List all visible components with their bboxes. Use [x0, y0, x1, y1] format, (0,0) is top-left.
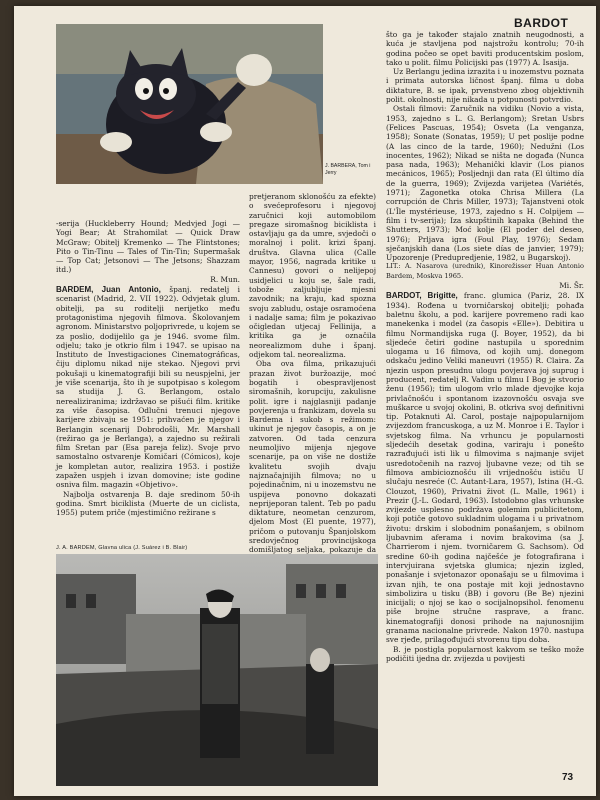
literature-line: LIT.: A. Nasarova (urednik), Kinorežisser Huan Antonio Bardem, Moskva 1965. [386, 262, 584, 280]
paragraph: Ostali filmovi: Zaručnik na vidiku (Novio a vista, 1953, zajedno s L. G. Berlangom); Sretan Usbrs (Felices Pascuas, 1954); Osveta (La venganza, 1958); Sonate (Sonatas, 1959); U pet poslije podne (A las cinco de la tarde, 1960); Nedužni (Los inocentes, 1962); Nikad se ništa ne događa (Nunca pasa nada, 1963); Mehanički klavir (Los pianos mecánicos, 1965); Posljednji dan rata (El último día de la guerra, 1969); Zvijezda varijeteа (Variétés, 1971); Zagonetka otoka Chrisa Millera (La corrupción de Chris Miller, 1973); Tajanstveni otok (L'Île mystérieuse, 1973, zajedno s H. Colpijem — film i tv-serija); Iza skupštinih kapaka (Behind the Shutters, 1973); Moć kolje (El poder del deseo, 1976); Prljava igra (Foul Play, 1976); Sedam sječanjskih dana (Los siete días de janvier, 1979); Upozorenje (Predupredjenie, 1982, u Bugarskoj). [386, 104, 584, 263]
author-signature: R. Mun. [210, 274, 240, 284]
running-header: BARDOT [514, 16, 569, 30]
paragraph-text: -serija (Huckleberry Hound; Medvjed Jogi — Yogi Bear; At Strahomilat — Quick Draw McGraw; Obitelj Kremenko — The Flintstones; Pito o Tin-Tinu — Tales of Tin-Tin; Supermašak — Top Cat; Jetsonovi — The Jetsons; Shazzam itd.) [56, 219, 240, 275]
cartoon-still-image [56, 24, 323, 184]
text-column-3 [386, 30, 584, 782]
paragraph: Uz Berlangu jedina izrazita i u inozemstvu poznata i primata autorska ličnost španj. filma u doba diktature, B. se ipak, prvenstveno zbog objektivnih polit. okolnosti, nije nikada u potpunosti potvrdio. [386, 67, 584, 105]
page-number: 73 [562, 772, 574, 783]
cartoon-cat-illustration [56, 24, 323, 184]
street-photo-image [56, 554, 378, 786]
street-photo-caption: J. A. BARDEM, Glavna ulica (J. Suárez i B. Blair) [56, 545, 188, 551]
entry-text: franc. glumica (Pariz, 28. IX 1934). Rođena u tvorničarskoj obitelji; pohađa baletnu školu, a pod. karijere povremeno radi kao manekenka i model (za časopis «Elle»). Debitira u filmu Normandijska ruga (J. Boyer, 1952), da bi sljedeće četiri godine nastupila u sporednim ulogama u 16 filmova, od kojih umj. donegom odskaču jedino Veliki maneuvri (1955) R. Claira. Za njezin uspon presudnu ulogu povjerava joj suprug i producent, redatelj R. Vadim u filmu I Bog je stvorio ženu (1956); tim ulogom vrlo mlade djevojke koja privlačnošću i spontanom izazovnošću osvaja sve muškarce u svojoj okolini, B. otkriva svoj definitivni tip. Potaknuti Al. Carol, postaje najpopularnijom zvijezdom francuskoga, a uz M. Monroe i E. Taylor i svjetskog filma. Na vrhuncu je popularnosti sljedećih desetak godina, variraju i ponešto razrađujući isti lik u filmovima s najmanje svijet usredotočenih na razvoj ljubavne veze; od tih se filmova ambicioznošću ili vrijednošću ističu U slučaju nesreće (C. Autant-Lara, 1957), Istina (H.-G. Clouzot, 1960), Privatni život (L. Malle, 1961) i Prezir (J.-L. Godard, 1963). Istodobno glas vrhunske zvijezde usplesno podržava golemim publicitetom, koji potiče gotovo sukladnim ulogama i u privatnom životu: drskim i slobodnim ponašanjem, s obilnom ljubavnim aferama i novim brakovima (sa J. Charrierom i njem. tvorničarem G. Sachsom). Od sredine 60-ih godina najčešće je fotografirana i intervjuirana svjetska glumica; njezin izgled, ponašanje i svjetonazor oponašaju se u filmovima i izvan njih, te ona postaje mit koji jednostavno simbolizira u tisku (BB) i govoru (Be Be) njezini inicijali; o njoj se kao o socijalnopsihol. fenomenu piše brojne stručne rasprave, a franc. kinematografiji donosi prihode na najunosnijim granama nacionalne privrede. Nakon 1970. nastupa sve rjeđe, prilagođujući stvorenu tipu doba. [386, 291, 584, 645]
paragraph [56, 219, 240, 275]
entry-bardot [386, 291, 584, 644]
entry-bardem [56, 285, 240, 490]
cartoon-caption: J. BARBERA, Tom i Jerry [325, 163, 371, 176]
paragraph: B. je postigla popularnost kakvom se teško može podičiti ijedna dr. zvijezda u povijesti [386, 644, 584, 663]
headword: BARDOT, Brigitte, [386, 291, 458, 301]
paragraph: pretjeranom sklonošću za efekte) o svećeprofesoru i njegovoj zaručnici koji automobilom pregaze siromašnog biciklista i ostavljaju ga da umre, svjedoči o moralnoj i polit. krizi španj. društva. Glavna ulica (Calle mayor, 1956, nagrada kritike u Cannesu) govori o nelijepoj usidjelici u koju se, šale radi, tobože zaljubljuje mjesni zavodnik; na kraju, kad spozna svoju zabludu, ostaje osramoćena i nadalje sama; film je pokazivao očigledan utjecaj Fellinija, a kritika ga je označila neorealizmom duhe i španj. odjekom tal. neorealizma. [249, 192, 376, 360]
paragraph: što ga je također stajalo znatnih neugodnosti, a kuća je stavljena pod najstrožu kontrolu; 70-ih godina počeo se opet baviti producentskim poslom, tako u polit. filmu Policijski pas (1977) A. Isasija. [386, 30, 584, 67]
paragraph: Najbolja ostvarenja B. daje sredinom 50-ih godina. Smrt biciklista (Muerte de un ciclista, 1955) putem priče (mjestimično režirane s [56, 489, 240, 518]
street-scene-illustration [56, 554, 378, 786]
encyclopedia-page [14, 6, 596, 796]
headword: BARDEM, Juan Antonio, [56, 285, 161, 295]
paragraph: Oba ova filma, prikazujući prazan život buržoazije, moć bogatih i obespravljenost siromašnih, korupciju, zakulisne polit. igre i najglasniji padanje povjerenja u frankizam, dovela su Bardema i sukob s režimom: ukinut je njegov časopis, a on je zatvoren. Od tada cenzura neumoljivo mijenja njegove scenarije, pa on više ne dostiže kvalitetu svojih dvaju najznačajnijih filmova; no u pojedinačnim, ni u inozemstvu ne uspijeva ponovno dokazati neprijeporan talent. Teb po padu diktature, neometan cenzurom, djelom Most (El puente, 1977), pričom o putovanju Španjolskom sredovječnog provincijskoga domišljatog seljaka, pokazuje da [249, 359, 376, 555]
author-signature: Mi. Šr. [559, 281, 584, 291]
text-column-2 [249, 192, 376, 555]
text-column-1 [56, 219, 240, 541]
entry-text: španj. redatelj i scenarist (Madrid, 2. VII 1922). Odvjetak glum. obitelji, pa su roditelji nerijetko među protagonistima njegovih filmova. Školovanjem agronom. Ministarstvo poljoprivrede, u kojem se za poslio, dodijelilo ga je 1946. svome film. odjelu; tako je otkrio film i 1947. se upisao na Instituto de Investigaciones Cinematográficas, čiju diplomu nikad nije stekao. Njegovi prvi pokušaji u kinematografiji bili su neuspjelni, jer je više scenarija, što ih je supotpisao s kolegom sa studija J. G. Berlangom, ostalo nerealiziranima; izdržavao se pišući film. kritike za više časopisa. Odlučni trenuci njegove karijere zbivaju se 1951: prihvaćen je njegov i Berlangin scenarij Dobrodošli, Mr. Marshall (režirao ga je Berlanga), a zajedno su režirali film Sretan par (Esa pareja feliz). Svoje prvo samostalno ostvarenje Komičari (Cómicos), koje je kompletan autor, realizira 1953. i postiže zapažen uspjeh i izvan domovine; iste godine osniva film. magazin «Objetivo». [56, 285, 240, 490]
